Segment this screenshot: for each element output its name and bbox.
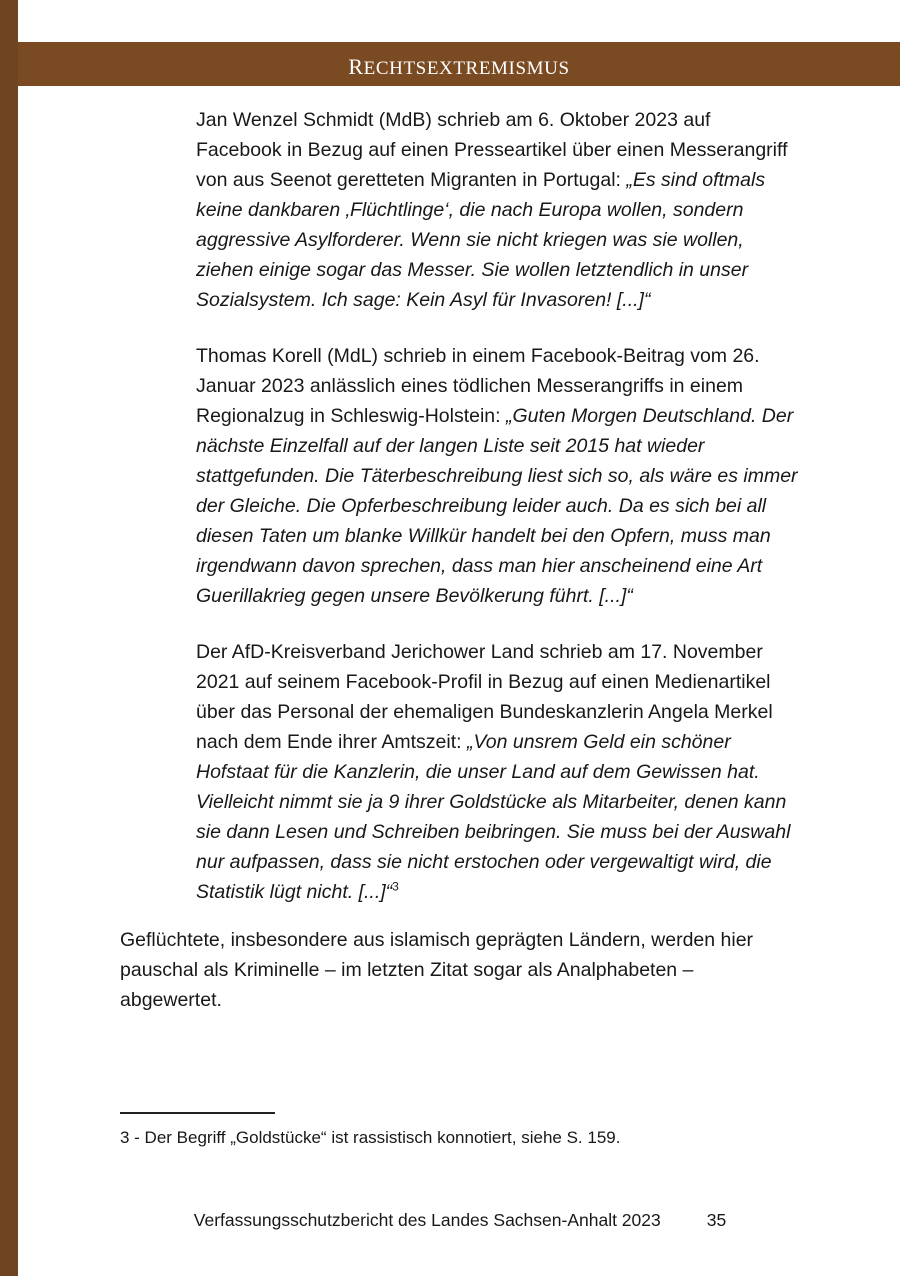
footnote-divider [120,1112,275,1114]
paragraph-kreisverband-lead: Der AfD-Kreisverband Jerichower Land schrieb am 17. November 2021 auf seinem Facebook-Profil in Bezug auf einen Medienartikel über das Personal der ehemaligen Bundeskanzlerin Angela Merkel nach dem Ende ihrer Amtszeit: [196,641,773,753]
paragraph-schmidt-quote: „Es sind oftmals keine dankbaren ‚Flüchtlinge‘, die nach Europa wollen, sondern aggressive Asylforderer. Wenn sie nicht kriegen was sie wollen, ziehen einige sogar das Messer. Sie wollen letztendlich in unser Sozialsystem. Ich sage: Kein Asyl für Invasoren! [...]“ [196,169,766,311]
page-header-band [18,42,900,86]
paragraph-schmidt-lead: Jan Wenzel Schmidt (MdB) schrieb am 6. Oktober 2023 auf Facebook in Bezug auf einen Presseartikel über einen Messerangriff von aus Seenot geretteten Migranten in Portugal: [196,109,788,191]
footnote-area [120,1112,820,1150]
paragraph-korell-quote: „Guten Morgen Deutschland. Der nächste Einzelfall auf der langen Liste seit 2015 hat wieder stattgefunden. Die Täterbeschreibung liest sich so, als wäre es immer der Gleiche. Die Opferbeschreibung leider auch. Da es sich bei all diesen Taten um blanke Willkür handelt bei den Opfern, muss man irgendwann davon sprechen, dass man hier anscheinend eine Art Guerillakrieg gegen unsere Bevölkerung führt. [...]“ [196,405,798,607]
paragraph-closing: Geflüchtete, insbesondere aus islamisch geprägten Ländern, werden hier pauschal als Kriminelle – im letzten Zitat sogar als Analphabeten – abgewertet. [120,929,754,1011]
page-number: 35 [706,1210,727,1230]
footnote-text: 3 - Der Begriff „Goldstücke“ ist rassistisch konnotiert, siehe S. 159. [120,1127,621,1147]
footer-title: Verfassungsschutzbericht des Landes Sachsen-Anhalt 2023 [193,1210,661,1230]
paragraph-korell-lead: Thomas Korell (MdL) schrieb in einem Facebook-Beitrag vom 26. Januar 2023 anlässlich eines tödlichen Messerangriffs in einem Regionalzug in Schleswig-Holstein: [196,345,760,427]
page-footer [120,1210,800,1231]
page-header-title: rechtsextremismus [348,46,570,81]
paragraph-schmidt [196,105,800,315]
left-accent-bar [0,0,18,1276]
paragraph-kreisverband [196,637,800,907]
paragraph-korell [196,341,800,611]
footnote-marker: 3 [392,879,399,894]
paragraph-kreisverband-quote: „Von unsrem Geld ein schöner Hofstaat für die Kanzlerin, die unser Land auf dem Gewissen hat. Vielleicht nimmt sie ja 9 ihrer Goldstücke als Mitarbeiter, denen kann sie dann Lesen und Schreiben beibringen. Sie muss bei der Auswahl nur aufpassen, dass sie nicht erstochen oder vergewaltigt wird, die Statistik lügt nicht. [...]“ [196,731,791,903]
page-content [120,105,800,1041]
